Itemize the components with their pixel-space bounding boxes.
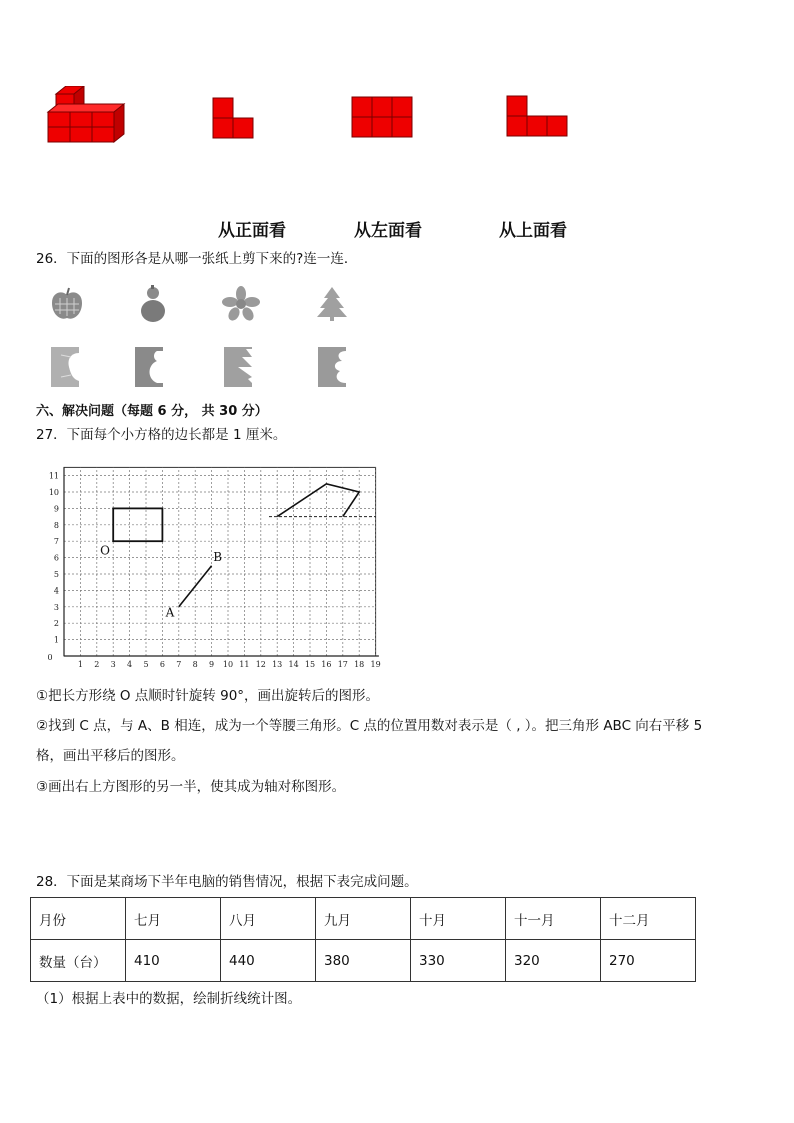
table-cell: 320 (506, 940, 601, 982)
q27-step1: ①把长方形绕 O 点顺时针旋转 90°，画出旋转后的图形。 (36, 688, 380, 704)
table-cell: 月份 (31, 898, 126, 940)
q27-text: 27．下面每个小方格的边长都是 1 厘米。 (36, 427, 287, 443)
x-tick-label: 11 (239, 660, 250, 668)
x-tick-label: 13 (272, 660, 283, 668)
x-tick-label: 5 (143, 660, 149, 668)
table-row (31, 940, 696, 982)
y-tick-label: 1 (53, 635, 59, 645)
x-tick-label: 12 (255, 660, 266, 668)
x-tick-label: 15 (304, 660, 316, 668)
table-cell: 十二月 (601, 898, 696, 940)
label-b: B (213, 549, 223, 564)
y-tick-label: 7 (53, 537, 59, 547)
table-cell: 410 (126, 940, 221, 982)
x-tick-label: 8 (192, 660, 198, 668)
table-cell: 十一月 (506, 898, 601, 940)
x-tick-label: 17 (337, 660, 348, 668)
view-label-front: 从正面看 (218, 221, 286, 241)
y-tick-label: 6 (53, 553, 59, 563)
q28-text: 28．下面是某商场下半年电脑的销售情况，根据下表完成问题。 (36, 874, 418, 890)
paper-flower-half (316, 345, 350, 389)
half-figure (277, 484, 359, 517)
table-cell: 十月 (411, 898, 506, 940)
view-label-top: 从上面看 (499, 221, 567, 241)
flower-icon (222, 286, 260, 322)
y-tick-label: 2 (53, 619, 59, 629)
label-a: A (165, 605, 175, 620)
x-tick-label: 10 (222, 660, 234, 668)
x-tick-label: 4 (127, 660, 133, 668)
x-tick-label: 7 (176, 660, 182, 668)
x-tick-label: 1 (77, 660, 83, 668)
left-view-figure (351, 96, 413, 138)
table-cell: 八月 (221, 898, 316, 940)
table-cell: 330 (411, 940, 506, 982)
q28-sub1: （1）根据上表中的数据，绘制折线统计图。 (36, 991, 302, 1007)
cube-solid-3d (44, 86, 128, 148)
x-tick-label: 14 (288, 660, 299, 668)
top-view-figure (506, 95, 570, 137)
y-tick-label: 10 (48, 488, 59, 497)
gourd-icon (136, 284, 170, 324)
y-tick-label: 8 (53, 520, 59, 530)
y-tick-label: 11 (48, 471, 59, 481)
q27-step2-line1: ②找到 C 点，与 A、B 相连，成为一个等腰三角形。C 点的位置用数对表示是（ , ）。把三角形 ABC 向右平移 5 (36, 718, 703, 734)
x-tick-label: 0 (47, 653, 53, 662)
tree-icon (316, 286, 348, 322)
y-tick-label: 3 (53, 602, 59, 612)
x-tick-label: 6 (159, 660, 165, 668)
x-tick-label: 3 (110, 660, 116, 668)
q27-step2-line2: 格，画出平移后的图形。 (36, 748, 185, 764)
table-cell: 数量（台） (31, 940, 126, 982)
x-tick-label: 19 (370, 660, 381, 668)
view-label-left: 从左面看 (354, 221, 422, 241)
front-view-figure (212, 97, 256, 139)
coordinate-grid (40, 462, 400, 672)
table-row (31, 898, 696, 940)
paper-apple-half (49, 345, 83, 389)
table-cell: 270 (601, 940, 696, 982)
table-cell: 九月 (316, 898, 411, 940)
x-tick-label: 9 (209, 660, 215, 668)
paper-gourd-half (133, 345, 167, 389)
table-cell: 440 (221, 940, 316, 982)
y-tick-label: 5 (53, 570, 59, 579)
q27-step3: ③画出右上方图形的另一半，使其成为轴对称图形。 (36, 779, 346, 795)
label-o: O (100, 543, 110, 558)
x-tick-label: 2 (94, 660, 100, 668)
section-6-title: 六、解决问题（每题 6 分， 共 30 分） (36, 404, 268, 419)
table-cell: 七月 (126, 898, 221, 940)
y-tick-label: 9 (53, 504, 59, 514)
q26-text: 26．下面的图形各是从哪一张纸上剪下来的?连一连． (36, 251, 358, 267)
x-tick-label: 18 (354, 660, 365, 668)
y-tick-label: 4 (53, 586, 59, 596)
paper-tree-half (222, 345, 256, 389)
sales-table (30, 897, 696, 982)
table-cell: 380 (316, 940, 411, 982)
x-tick-label: 16 (321, 660, 332, 668)
apple-icon (48, 286, 86, 324)
